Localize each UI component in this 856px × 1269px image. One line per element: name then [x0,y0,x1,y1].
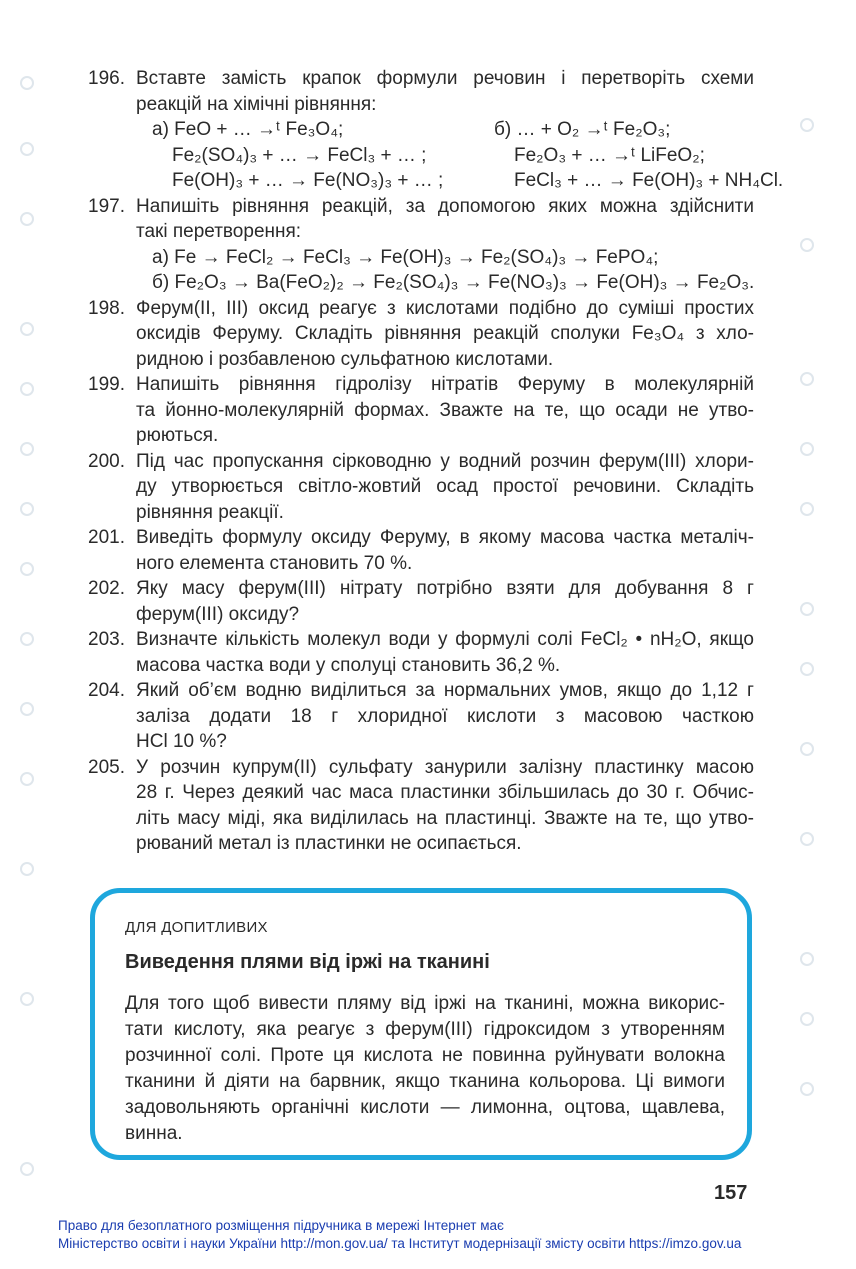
task-line: ного елемента становить 70 %. [136,552,413,574]
watermark-logo-icon [800,832,814,846]
task-line: такі перетворення: [136,221,302,242]
watermark-logo-icon [20,502,34,516]
task-item [88,66,784,194]
task-body [136,66,784,194]
task-line: рівняння реакції. [136,501,284,523]
equation: Fe₂(SO₄)₃ + … → FeCl₃ + … ; [172,144,427,166]
task-line: HCl 10 %? [136,731,227,752]
equation-row [136,168,784,194]
task-line: літь масу міді, яка виділилась на пластинці. Зважте на те, що утво- [136,807,754,829]
equation: Fe₂O₃ + … →ᵗ LiFeO₂; [514,144,705,166]
footer-line-1: Право для безоплатного розміщення підручника в мережі Інтернет має [58,1218,504,1233]
reaction-chain: б) Fe₂O₃ → Ba(FeO₂)₂ → Fe₂(SO₄)₃ → Fe(NO₃)₃ → Fe(OH)₃ → Fe₂O₃. [152,272,755,293]
task-number: 204. [88,680,125,701]
task-line: ферум(ІІІ) оксиду? [136,603,300,625]
watermark-logo-icon [20,76,34,90]
task-line: Під час пропускання сірководню у водний розчин ферум(ІІІ) хлори- [136,450,754,472]
watermark-logo-icon [800,602,814,616]
task-item [88,678,754,755]
task-body [136,372,754,449]
task-line: Визначте кількість молекул води у формулі солі FeCl₂ • nH₂O, якщо [136,629,754,650]
task-line: Який об’єм водню виділиться за нормальних умов, якщо до 1,12 г [136,680,754,701]
task-line: рюються. [136,425,219,446]
task-line: масова частка води у сполуці становить 36,2 %. [136,654,561,676]
box-text-line: задовольняють органічні кислоти — лимонна, оцтова, щавлева, [125,1097,725,1118]
task-number: 202. [88,578,125,599]
task-line: Напишіть рівняння реакцій, за допомогою яких можна здійснити [136,195,754,217]
watermark-logo-icon [800,372,814,386]
box-header: ДЛЯ ДОПИТЛИВИХ [125,919,268,936]
watermark-logo-icon [800,442,814,456]
watermark-logo-icon [800,1012,814,1026]
task-body [136,296,754,373]
watermark-logo-icon [20,142,34,156]
box-text [125,991,725,1147]
watermark-logo-icon [800,502,814,516]
equation: FeCl₃ + … → Fe(OH)₃ + NH₄Cl. [514,170,784,191]
equation-row [136,143,754,169]
equation: б) … + O₂ →ᵗ Fe₂O₃; [494,119,671,140]
task-line: ридною і розбавленою сульфатною кислотами. [136,348,554,370]
task-body [136,576,754,627]
equation-row [136,117,754,143]
page-number: 157 [714,1182,748,1204]
task-number: 200. [88,450,125,472]
task-line: 28 г. Через деякий час маса пластинки збільшилась до 30 г. Обчис- [136,782,754,803]
footer [58,1217,741,1253]
task-number: 199. [88,374,125,395]
task-item [88,576,754,627]
watermark-logo-icon [20,1162,34,1176]
watermark-logo-icon [800,662,814,676]
task-body [136,627,754,678]
task-line: та йонно-молекулярній формах. Зважте на те, що осади не утво- [136,399,754,421]
box-text-line: тати кислоту, яка реагує з ферум(ІІІ) гідроксидом з утворенням [125,1019,725,1040]
task-item [88,194,754,296]
task-line: ду утворюється світло-жовтий осад простої речовини. Складіть [136,476,754,497]
reaction-chain: а) Fe → FeCl₂ → FeCl₃ → Fe(OH)₃ → Fe₂(SO₄)₃ → FePO₄; [152,246,659,268]
watermark-logo-icon [800,1082,814,1096]
task-line: рюваний метал із пластинки не осипається. [136,833,522,854]
task-number: 196. [88,68,125,89]
box-title: Виведення плями від іржі на тканині [125,951,490,973]
watermark-logo-icon [20,442,34,456]
watermark-logo-icon [20,772,34,786]
task-line: реакцій на хімічні рівняння: [136,93,377,115]
task-line: Виведіть формулу оксиду Феруму, в якому масова частка металіч- [136,527,754,548]
task-line: Ферум(ІІ, ІІІ) оксид реагує з кислотами подібно до суміші простих [136,297,754,319]
box-text-line: Для того щоб вивести пляму від іржі на тканині, можна викорис- [125,993,725,1014]
task-body [136,678,754,755]
task-body [136,449,754,526]
watermark-logo-icon [800,952,814,966]
task-body [136,525,754,576]
curious-box [90,888,752,1160]
box-text-line: розчинної солі. Проте ця кислота не повинна руйнувати волокна [125,1045,725,1066]
task-line: У розчин купрум(ІІ) сульфату занурили залізну пластинку масою [136,756,754,778]
task-body [136,755,754,857]
task-number: 203. [88,629,125,650]
footer-line-2: Міністерство освіти і науки України http://mon.gov.ua/ та Інститут модернізації змісту освіти https://imzo.gov.ua [58,1236,742,1251]
equation: Fe(OH)₃ + … → Fe(NO₃)₃ + … ; [172,170,444,191]
watermark-logo-icon [20,702,34,716]
box-text-line: тканини й діяти на барвник, якщо тканина кольорова. Ці вимоги [125,1071,725,1092]
task-number: 205. [88,756,125,778]
task-line: Напишіть рівняння гідролізу нітратів Феруму в молекулярній [136,374,754,395]
task-item [88,449,754,526]
task-number: 198. [88,297,125,319]
watermark-logo-icon [800,238,814,252]
watermark-logo-icon [800,742,814,756]
watermark-logo-icon [20,632,34,646]
watermark-logo-icon [20,212,34,226]
task-line: Яку масу ферум(ІІІ) нітрату потрібно взяти для добування 8 г [136,578,754,599]
task-line: оксидів Феруму. Складіть рівняння реакцій сполуки Fe₃O₄ з хло- [136,323,754,344]
watermark-logo-icon [20,382,34,396]
task-item [88,627,754,678]
equation: а) FeO + … →ᵗ Fe₃O₄; [152,119,344,140]
task-line: Вставте замість крапок формули речовин і перетворіть схеми [136,68,754,89]
watermark-logo-icon [20,862,34,876]
task-number: 201. [88,527,125,548]
box-text-line: винна. [125,1123,183,1144]
task-line: заліза додати 18 г хлоридної кислоти з масовою часткою [136,705,754,727]
watermark-logo-icon [20,322,34,336]
task-list [88,66,784,857]
watermark-logo-icon [20,992,34,1006]
task-item [88,525,754,576]
task-item [88,755,754,857]
task-item [88,296,754,373]
watermark-logo-icon [20,562,34,576]
task-body [136,194,754,296]
watermark-logo-icon [800,118,814,132]
task-item [88,372,754,449]
task-number: 197. [88,195,125,217]
